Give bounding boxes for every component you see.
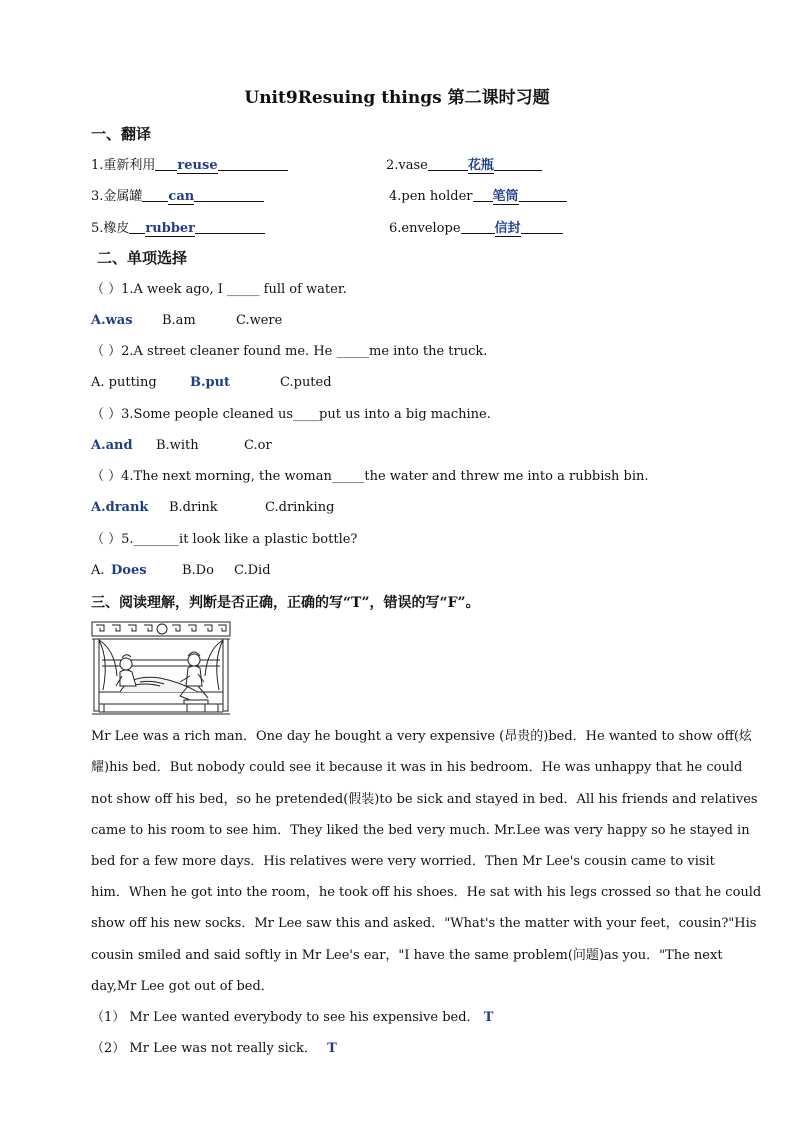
translation-item-6 bbox=[389, 220, 563, 237]
question-3-stem: （ ）3.Some people cleaned us____put us into a big machine. bbox=[91, 407, 491, 422]
page-title: Unit9Resuing things 第二课时习题 bbox=[244, 88, 550, 108]
item-number: 5. bbox=[91, 221, 104, 236]
passage-line-4: came to his room to see him．They liked the bed very much. Mr.Lee was very happy so he stayed in bbox=[91, 823, 750, 838]
item-answer: 花瓶 bbox=[467, 158, 494, 173]
item-number: 3. bbox=[91, 189, 104, 204]
judgment-answer: T bbox=[483, 1010, 494, 1025]
judgment-number: （2） bbox=[91, 1041, 126, 1056]
item-number: 4. bbox=[389, 189, 402, 204]
passage-line-9: day,Mr Lee got out of bed． bbox=[91, 979, 274, 994]
item-answer: 信封 bbox=[494, 221, 521, 236]
translation-item-1 bbox=[91, 157, 288, 174]
judgment-answer: T bbox=[327, 1041, 337, 1056]
translation-item-3 bbox=[91, 188, 264, 205]
judgment-2 bbox=[91, 1041, 337, 1057]
option-b: B.with bbox=[156, 438, 199, 453]
judgment-text: Mr Lee was not really sick． bbox=[129, 1041, 317, 1056]
passage-line-6: him．When he got into the room，he took off his shoes．He sat with his legs crossed so that he could bbox=[91, 885, 762, 900]
item-prompt: vase bbox=[398, 158, 428, 173]
option-c: C.puted bbox=[280, 375, 332, 390]
translation-item-5 bbox=[91, 220, 265, 237]
section-heading-translation: 一、翻译 bbox=[91, 125, 152, 143]
item-answer: 笔筒 bbox=[492, 189, 519, 204]
item-prompt: envelope bbox=[401, 221, 461, 236]
passage-line-2: 耀)his bed．But nobody could see it because it was in his bedroom．He was unhappy that he could bbox=[91, 760, 743, 775]
option-c: C.were bbox=[236, 313, 283, 328]
item-prompt: pen holder bbox=[401, 189, 473, 204]
option-a: A.drank bbox=[91, 500, 149, 515]
passage-line-8: cousin smiled and said softly in Mr Lee's ear，"I have the same problem(问题)as you．"The next bbox=[91, 948, 723, 963]
option-a: A.and bbox=[91, 438, 133, 453]
question-5-stem: （ ）5._______it look like a plastic bottle? bbox=[91, 532, 358, 547]
passage-line-1: Mr Lee was a rich man．One day he bought a very expensive (昂贵的)bed．He wanted to show off(炫 bbox=[91, 729, 752, 744]
question-1-stem: （ ）1.A week ago, I _____ full of water. bbox=[91, 282, 347, 297]
option-c: C.drinking bbox=[265, 500, 335, 515]
judgment-text: Mr Lee wanted everybody to see his expensive bed． bbox=[129, 1010, 480, 1025]
item-number: 1. bbox=[91, 158, 104, 173]
option-b: B.Do bbox=[182, 563, 214, 578]
option-a: A. putting bbox=[91, 375, 157, 390]
option-b: B.am bbox=[162, 313, 196, 328]
bed-illustration bbox=[90, 620, 232, 718]
option-b: B.drink bbox=[169, 500, 218, 515]
translation-item-2 bbox=[386, 157, 542, 174]
question-2-stem: （ ）2.A street cleaner found me. He _____me into the truck. bbox=[91, 344, 488, 359]
item-answer: can bbox=[168, 189, 195, 204]
item-number: 2. bbox=[386, 158, 399, 173]
option-a: Does bbox=[111, 563, 147, 578]
item-number: 6. bbox=[389, 221, 402, 236]
judgment-1 bbox=[91, 1010, 493, 1026]
passage-line-5: bed for a few more days．His relatives were very worried．Then Mr Lee's cousin came to visit bbox=[91, 854, 715, 869]
item-prompt: 金属罐 bbox=[103, 189, 143, 204]
item-answer: rubber bbox=[145, 221, 196, 236]
judgment-number: （1） bbox=[91, 1010, 126, 1025]
option-a: A.was bbox=[91, 313, 133, 328]
item-answer: reuse bbox=[177, 158, 218, 173]
passage-line-3: not show off his bed，so he pretended(假装)to be sick and stayed in bed．All his friends and relatives bbox=[91, 792, 758, 807]
option-c: C.or bbox=[244, 438, 272, 453]
translation-item-4 bbox=[389, 188, 567, 205]
option-prefix: A. bbox=[91, 563, 105, 578]
item-prompt: 重新利用 bbox=[103, 158, 156, 173]
passage-line-7: show off his new socks．Mr Lee saw this and asked．"What's the matter with your feet，cousin?"His bbox=[91, 916, 757, 931]
section-heading-reading: 三、阅读理解，判断是否正确，正确的写“T”，错误的写“F”。 bbox=[91, 595, 480, 611]
question-4-stem: （ ）4.The next morning, the woman_____the water and threw me into a rubbish bin. bbox=[91, 469, 649, 484]
item-prompt: 橡皮 bbox=[103, 221, 130, 236]
option-b: B.put bbox=[190, 375, 231, 390]
option-c: C.Did bbox=[234, 563, 271, 578]
section-heading-choice: 二、单项选择 bbox=[97, 249, 188, 267]
